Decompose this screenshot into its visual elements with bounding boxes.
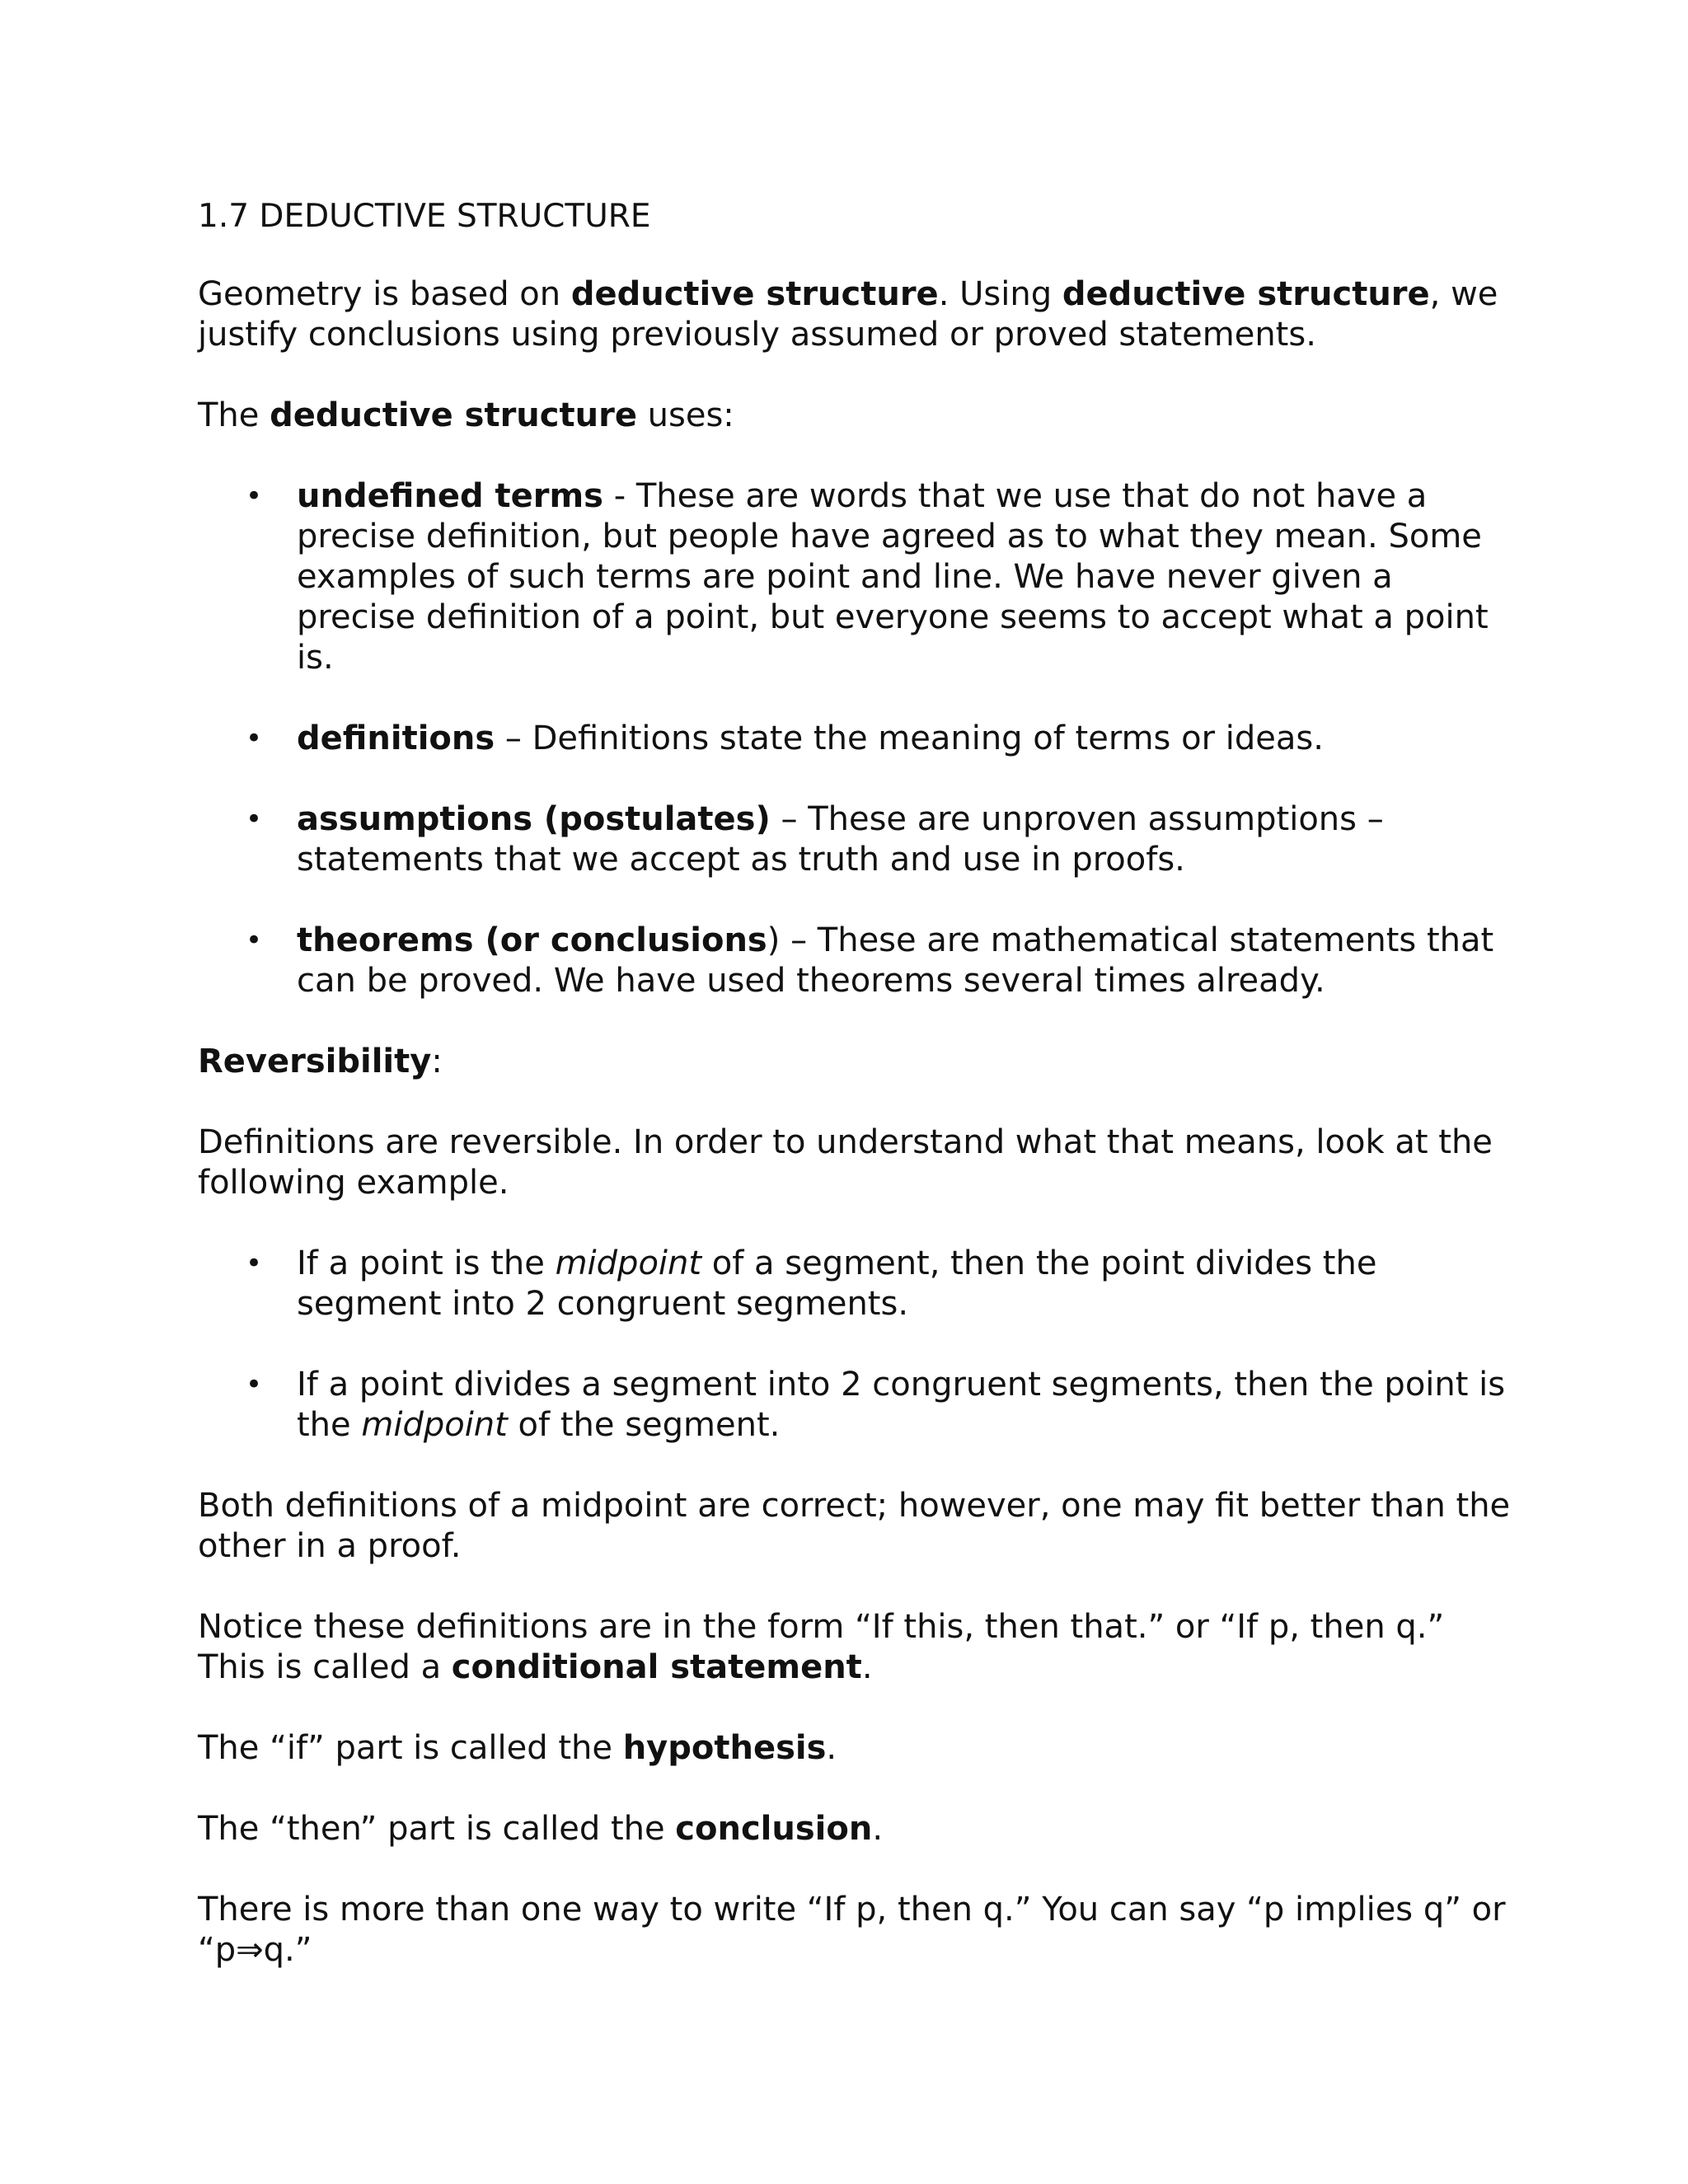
list-text: – Definitions state the meaning of terms or ideas. (495, 719, 1324, 757)
reversibility-heading: Reversibility: (198, 1043, 443, 1080)
list-term: assumptions (postulates) (297, 800, 771, 838)
bullet-icon: • (246, 722, 263, 755)
hypothesis-paragraph: The “if” part is called the hypothesis. (198, 1729, 837, 1767)
midpoint-list (198, 1244, 1517, 1446)
list-term: definitions (297, 719, 495, 757)
list-item: • If a point divides a segment into 2 congruent segments, then the point is the midpoint of the segment. (246, 1366, 1506, 1444)
list-term: undefined terms (297, 477, 603, 515)
italic-term: midpoint (555, 1244, 702, 1282)
bullet-icon: • (246, 1368, 263, 1401)
list-item (198, 921, 1517, 1001)
list-text: – These are unproven assumptions – statements that we accept as truth and use in proofs. (297, 800, 1384, 879)
bold-term: deductive structure (1062, 275, 1430, 313)
document-page (198, 196, 1517, 2011)
bold-term: deductive structure (570, 275, 939, 313)
structure-list (198, 476, 1517, 1001)
intro-paragraph: Geometry is based on deductive structure. Using deductive structure, we justify conclusions using previously assumed or proved statements. (198, 275, 1498, 354)
notice-paragraph: Notice these definitions are in the form “If this, then that.” or “If p, then q.” This is called a conditional statement. (198, 1608, 1445, 1686)
list-text: ) – These are mathematical statements that can be proved. We have used theorems several times already. (297, 921, 1494, 1000)
list-item (198, 719, 1517, 759)
list-term: theorems (or conclusions (297, 921, 767, 959)
bullet-icon: • (246, 1247, 263, 1280)
both-definitions-paragraph: Both definitions of a midpoint are correct; however, one may fit better than the other in a proof. (198, 1487, 1511, 1565)
implies-paragraph: There is more than one way to write “If p, then q.” You can say “p implies q” or “p⇒q.” (198, 1891, 1506, 1969)
list-item (198, 799, 1517, 880)
bold-term: conditional statement (451, 1648, 862, 1686)
section-heading: 1.7 DEDUCTIVE STRUCTURE (198, 198, 651, 235)
bullet-icon: • (246, 480, 263, 513)
italic-term: midpoint (361, 1406, 508, 1444)
list-text: - These are words that we use that do not have a precise definition, but people have agreed as to what they mean. Some examples of such terms are point and line. We have never given a precise definition of a point, but everyone seems to accept what a point is. (297, 477, 1489, 677)
reversible-paragraph: Definitions are reversible. In order to understand what that means, look at the following example. (198, 1123, 1493, 1202)
uses-paragraph: The deductive structure uses: (198, 396, 734, 434)
bold-term: conclusion (675, 1810, 873, 1848)
bold-term: deductive structure (270, 396, 637, 434)
conclusion-paragraph: The “then” part is called the conclusion. (198, 1810, 884, 1848)
list-item (198, 476, 1517, 678)
bullet-icon: • (246, 803, 263, 836)
list-item: • If a point is the midpoint of a segment, then the point divides the segment into 2 congruent segments. (246, 1244, 1377, 1323)
bold-term: hypothesis (622, 1729, 827, 1767)
bullet-icon: • (246, 924, 263, 957)
